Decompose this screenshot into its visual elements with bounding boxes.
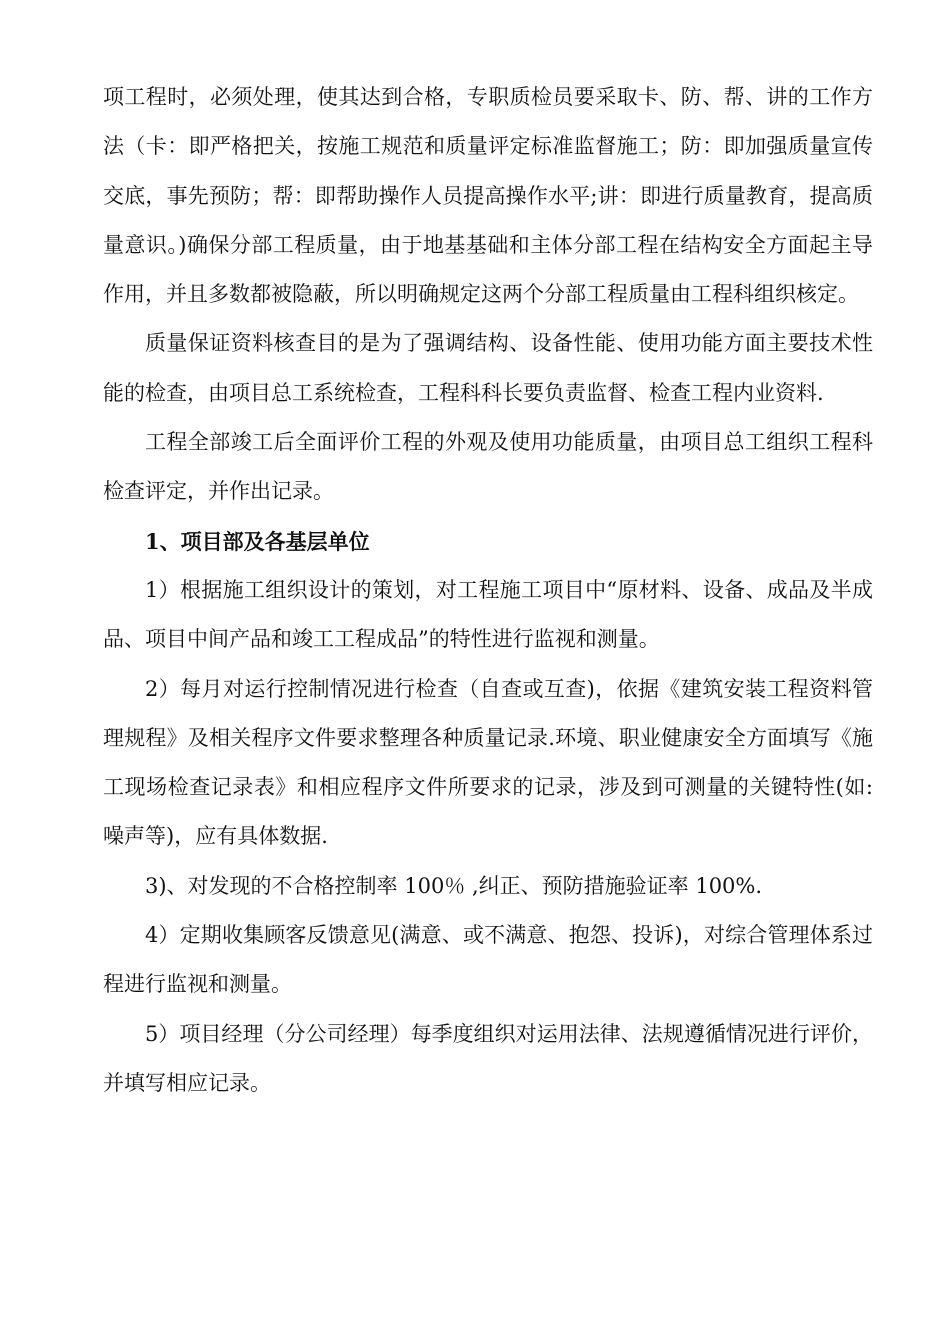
list-item-2: 2）每月对运行控制情况进行检查（自查或互查)，依据《建筑安装工程资料管理规程》及相关程序文件要求整理各种质量记录.环境、职业健康安全方面填写《施工现场检查记录表》和相应程序文件所要求的记录，涉及到可测量的关键特性(如:噪声等)，应有具体数据. <box>103 676 873 849</box>
paragraph-quality-assurance-data: 质量保证资料核查目的是为了强调结构、设备性能、使用功能方面主要技术性能的检查，由项目总工系统检查，工程科科长要负责监督、检查工程内业资料. <box>103 331 873 405</box>
list-item-4: 4）定期收集顾客反馈意见(满意、或不满意、抱怨、投诉)，对综合管理体系过程进行监视和测量。 <box>103 923 873 997</box>
paragraph-quality-inspection-methods: 项工程时，必须处理，使其达到合格，专职质检员要采取卡、防、帮、讲的工作方法（卡：即严格把关，按施工规范和质量评定标准监督施工；防：即加强质量宣传交底，事先预防；帮：即帮助操作人员提高操作水平;讲：即进行质量教育，提高质量意识。)确保分部工程质量，由于地基基础和主体分部工程在结构安全方面起主导作用，并且多数都被隐蔽，所以明确规定这两个分部工程质量由工程科组织核定。 <box>103 85 873 307</box>
paragraph-completion-evaluation: 工程全部竣工后全面评价工程的外观及使用功能质量，由项目总工组织工程科检查评定，并作出记录。 <box>103 430 873 504</box>
list-item-1: 1）根据施工组织设计的策划，对工程施工项目中“原材料、设备、成品及半成品、项目中间产品和竣工工程成品”的特性进行监视和测量。 <box>103 577 873 652</box>
list-item-5: 5）项目经理（分公司经理）每季度组织对运用法律、法规遵循情况进行评价，并填写相应记录。 <box>103 1021 873 1095</box>
section-heading: 1、项目部及各基层单位 <box>145 528 370 554</box>
list-item-3: 3)、对发现的不合格控制率 100％ ,纠正、预防措施验证率 100%. <box>145 873 763 898</box>
document-body <box>103 73 873 1108</box>
